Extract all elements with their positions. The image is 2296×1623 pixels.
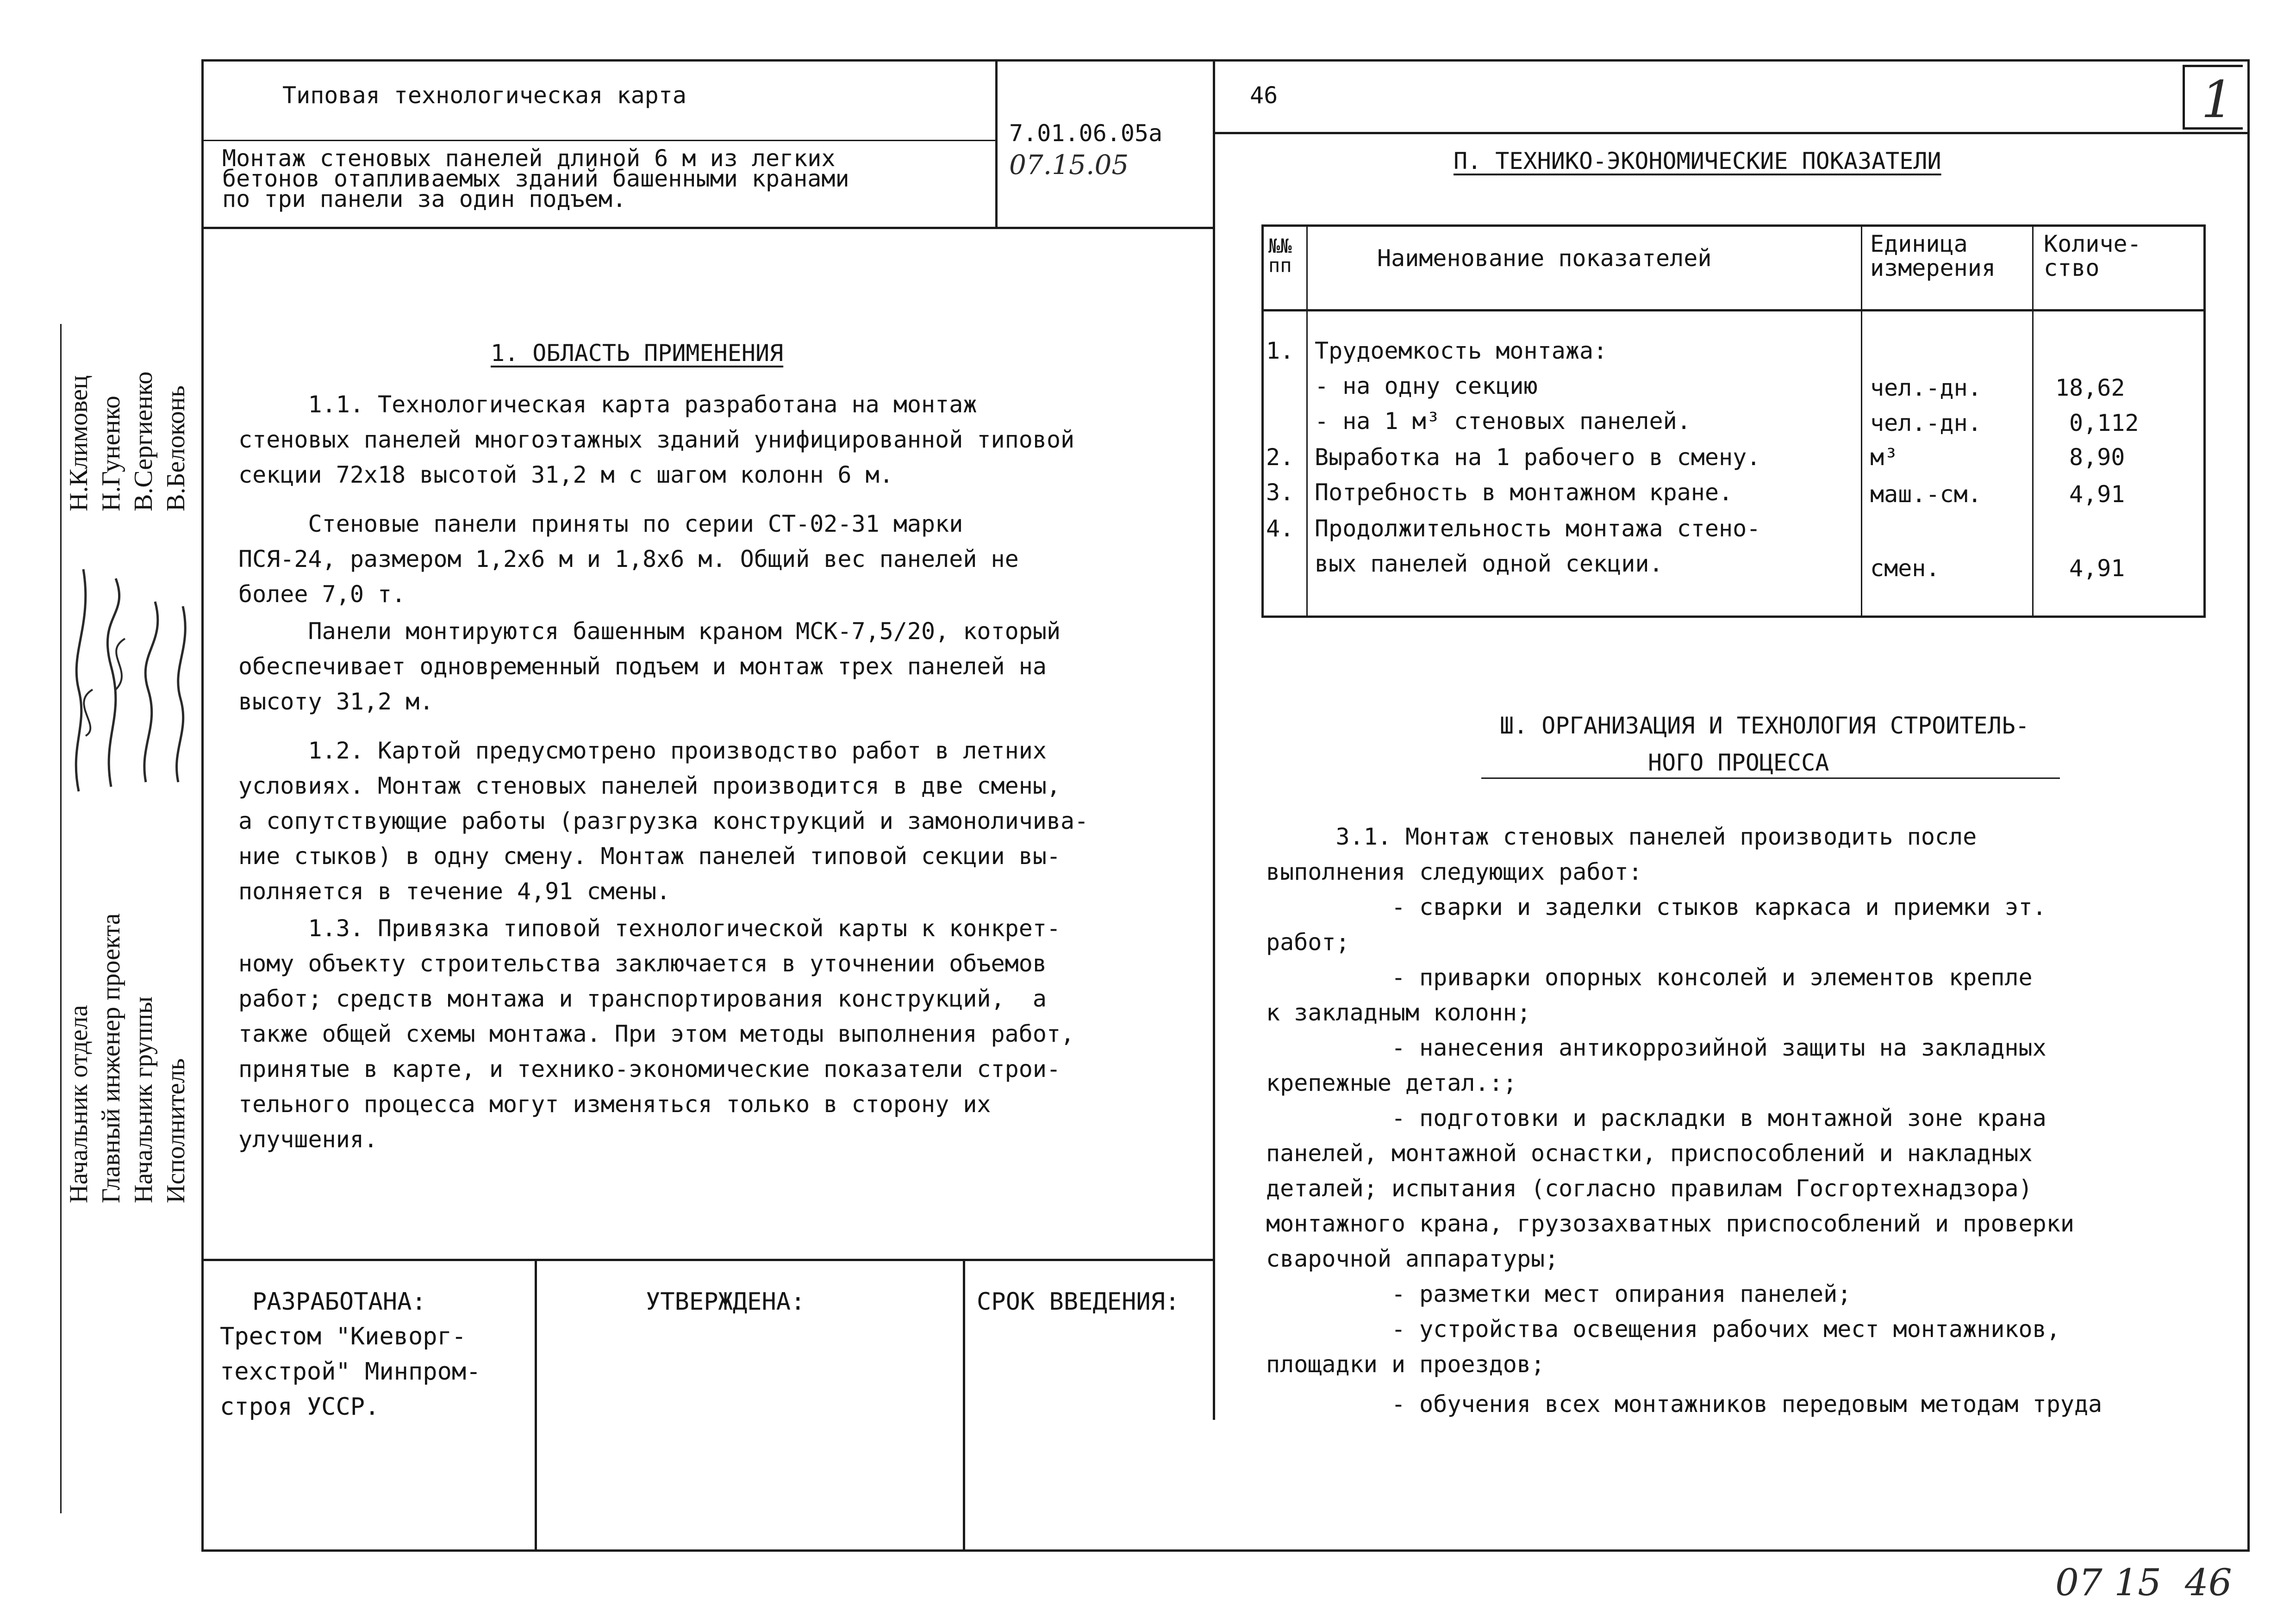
frame-right-line [2247, 59, 2250, 1552]
code-cell-divider [995, 59, 998, 228]
section1-line: высоту 31,2 м. [238, 688, 434, 715]
title-line-2: бетонов отапливаемых зданий башенными кранами [222, 165, 849, 192]
title-line-3: по три панели за один подъем. [222, 186, 626, 212]
row-name: Потребность в монтажном кране. [1315, 479, 1733, 506]
table-col-divider [2032, 224, 2034, 616]
section1-line: а сопутствующие работы (разгрузка конструкций и замоноличива- [238, 808, 1089, 834]
section1-line: стеновых панелей многоэтажных зданий унифицированной типовой [238, 426, 1075, 453]
col-num-header: пп [1268, 254, 1292, 277]
handwritten-footer-number: 07 15 46 [2055, 1561, 2232, 1604]
row-num: 1. [1266, 337, 1294, 364]
row-num: 2. [1266, 444, 1294, 471]
table-header-bottom [1261, 309, 2206, 311]
row-qty: 0,112 [2069, 410, 2139, 436]
row-name: Выработка на 1 рабочего в смену. [1315, 444, 1761, 471]
section1-heading: 1. ОБЛАСТЬ ПРИМЕНЕНИЯ [491, 340, 784, 367]
section1-line: 1.2. Картой предусмотрено производство работ в летних [238, 737, 1047, 764]
section3-line: - разметки мест опирания панелей; [1266, 1281, 1852, 1307]
role-executor: Исполнитель [162, 1058, 190, 1203]
title-row-divider [201, 140, 998, 141]
col-unit-header: Единица [1870, 230, 1968, 257]
role-group-head: Начальник группы [129, 996, 158, 1203]
page-number: 46 [1250, 82, 1278, 109]
row-name: Трудоемкость монтажа: [1315, 337, 1608, 364]
col-num-header: №№ [1268, 235, 1292, 257]
row-unit: чел.-дн. [1870, 410, 1982, 436]
sidebar-names [62, 372, 192, 511]
section3-line: выполнения следующих работ: [1266, 858, 1642, 885]
developed-line: строя УССР. [220, 1393, 380, 1421]
section3-line: деталей; испытания (согласно правилам Госгортехнадзора) [1266, 1175, 2033, 1202]
row-name: Продолжительность монтажа стено- [1315, 515, 1761, 542]
section3-heading-underline [1481, 777, 2060, 779]
row-num: 4. [1266, 515, 1294, 542]
row-name: - на 1 м³ стеновых панелей. [1315, 408, 1691, 435]
sheet-number: 1 [2201, 70, 2234, 129]
frame-bottom-line [201, 1549, 2250, 1552]
table-col-divider [1861, 224, 1862, 616]
col-unit-header: измерения [1870, 255, 1996, 281]
section3-line: - сварки и заделки стыков каркаса и приемки эт. [1266, 894, 2046, 920]
margin-line [60, 324, 62, 1513]
section1-line: обеспечивает одновременный подъем и монтаж трех панелей на [238, 653, 1047, 680]
section1-line: полняется в течение 4,91 смены. [238, 878, 671, 905]
section3-line: - подготовки и раскладки в монтажной зоне крана [1266, 1105, 2046, 1132]
row-qty: 18,62 [2055, 374, 2125, 401]
table-bottom [1261, 616, 2206, 618]
section3-line: монтажного крана, грузозахватных приспособлений и проверки [1266, 1210, 2074, 1237]
row-name: вых панелей одной секции. [1315, 550, 1663, 577]
row-qty: 4,91 [2069, 555, 2125, 582]
row-name: - на одну секцию [1315, 373, 1538, 399]
sidebar-roles [62, 913, 192, 1203]
section1-line: 1.3. Привязка типовой технологической карты к конкрет- [238, 915, 1061, 942]
section1-line: ному объекту строительства заключается в уточнении объемов [238, 950, 1047, 977]
footer-divider-2 [963, 1259, 965, 1550]
section1-line: ПСЯ-24, размером 1,2х6 м и 1,8х6 м. Общий вес панелей не [238, 546, 1019, 572]
row-unit: маш.-см. [1870, 481, 1982, 508]
section3-heading-line1: Ш. ОРГАНИЗАЦИЯ И ТЕХНОЛОГИЯ СТРОИТЕЛЬ- [1500, 712, 2029, 739]
footer-boxes-top [201, 1259, 1215, 1261]
table-right [2203, 224, 2206, 618]
table-col-divider [1306, 224, 1308, 616]
name-klimovets: Н.Климовец [64, 375, 93, 511]
section3-line: - обучения всех монтажников передовым методам труда [1266, 1391, 2103, 1418]
section3-line: работ; [1266, 929, 1350, 956]
name-gunenko: Н.Гуненко [97, 396, 125, 511]
section2-heading: П. ТЕХНИКО-ЭКОНОМИЧЕСКИЕ ПОКАЗАТЕЛИ [1454, 148, 1941, 174]
section1-line: ние стыков) в одну смену. Монтаж панелей типовой секции вы- [238, 843, 1061, 870]
developed-line: техстрой" Минпром- [220, 1358, 481, 1386]
section1-line: принятые в карте, и технико-экономические показатели строи- [238, 1056, 1061, 1082]
developed-line: Трестом "Киеворг- [220, 1323, 467, 1350]
col-name-header: Наименование показателей [1377, 245, 1712, 272]
section3-line: к закладным колонн; [1266, 999, 1531, 1026]
document-code: 7.01.06.05а [1009, 120, 1163, 147]
section1-line: более 7,0 т. [238, 581, 406, 608]
section1-line: секции 72х18 высотой 31,2 м с шагом колонн 6 м. [238, 461, 893, 488]
row-unit: м³ [1870, 444, 1898, 471]
row-unit: смен. [1870, 555, 1940, 582]
name-belokon: В.Белоконь [162, 385, 190, 511]
section1-line: работ; средств монтажа и транспортирования конструкций, а [238, 985, 1047, 1012]
role-dept-head: Начальник отдела [64, 1005, 93, 1203]
section1-line: Панели монтируются башенным краном МСК-7,5/20, который [238, 618, 1061, 645]
section3-line: - устройства освещения рабочих мест монтажников, [1266, 1316, 2060, 1343]
section3-heading-line2: НОГО ПРОЦЕССА [1648, 749, 1829, 776]
right-header-line [1215, 132, 2250, 134]
role-chief-engineer: Главный инженер проекта [97, 913, 125, 1203]
handwritten-code: 07.15.05 [1009, 149, 1129, 180]
section3-line: - приварки опорных консолей и элементов крепле [1266, 964, 2033, 991]
signatures-image [60, 551, 194, 801]
approved-label: УТВЕРЖДЕНА: [646, 1288, 805, 1316]
row-unit: чел.-дн. [1870, 374, 1982, 401]
section3-line: панелей, монтажной оснастки, приспособлений и накладных [1266, 1140, 2033, 1167]
card-type: Типовая технологическая карта [282, 82, 686, 109]
section1-line: улучшения. [238, 1126, 378, 1153]
footer-divider-1 [535, 1259, 537, 1550]
title-block-bottom [201, 227, 1215, 229]
section3-line: - нанесения антикоррозийной защиты на закладных [1266, 1034, 2046, 1061]
section1-line: условиях. Монтаж стеновых панелей производится в две смены, [238, 772, 1061, 799]
title-line-1: Монтаж стеновых панелей длиной 6 м из легких [222, 145, 836, 172]
section3-line: крепежные детал.:; [1266, 1070, 1517, 1096]
name-sergienko: В.Сергиенко [129, 371, 158, 511]
section1-line: тельного процесса могут изменяться только в сторону их [238, 1091, 991, 1118]
col-qty-header: Количе- [2044, 230, 2141, 257]
row-qty: 8,90 [2069, 444, 2125, 471]
table-left [1261, 224, 1264, 618]
effective-date-label: СРОК ВВЕДЕНИЯ: [977, 1288, 1180, 1316]
center-divider [1213, 59, 1215, 1420]
section1-line: 1.1. Технологическая карта разработана на монтаж [238, 391, 977, 418]
section3-line: сварочной аппаратуры; [1266, 1245, 1559, 1272]
developed-label: РАЗРАБОТАНА: [252, 1288, 426, 1316]
section3-line: 3.1. Монтаж стеновых панелей производить после [1266, 823, 1977, 850]
row-qty: 4,91 [2069, 481, 2125, 508]
frame-left-line [201, 59, 204, 1552]
table-top [1261, 224, 2206, 227]
frame-top-line [201, 59, 2250, 62]
section1-line: Стеновые панели приняты по серии СТ-02-31 марки [238, 510, 963, 537]
section3-line: площадки и проездов; [1266, 1351, 1545, 1378]
col-qty-header: ство [2044, 255, 2100, 281]
section1-line: также общей схемы монтажа. При этом методы выполнения работ, [238, 1020, 1075, 1047]
row-num: 3. [1266, 479, 1294, 506]
